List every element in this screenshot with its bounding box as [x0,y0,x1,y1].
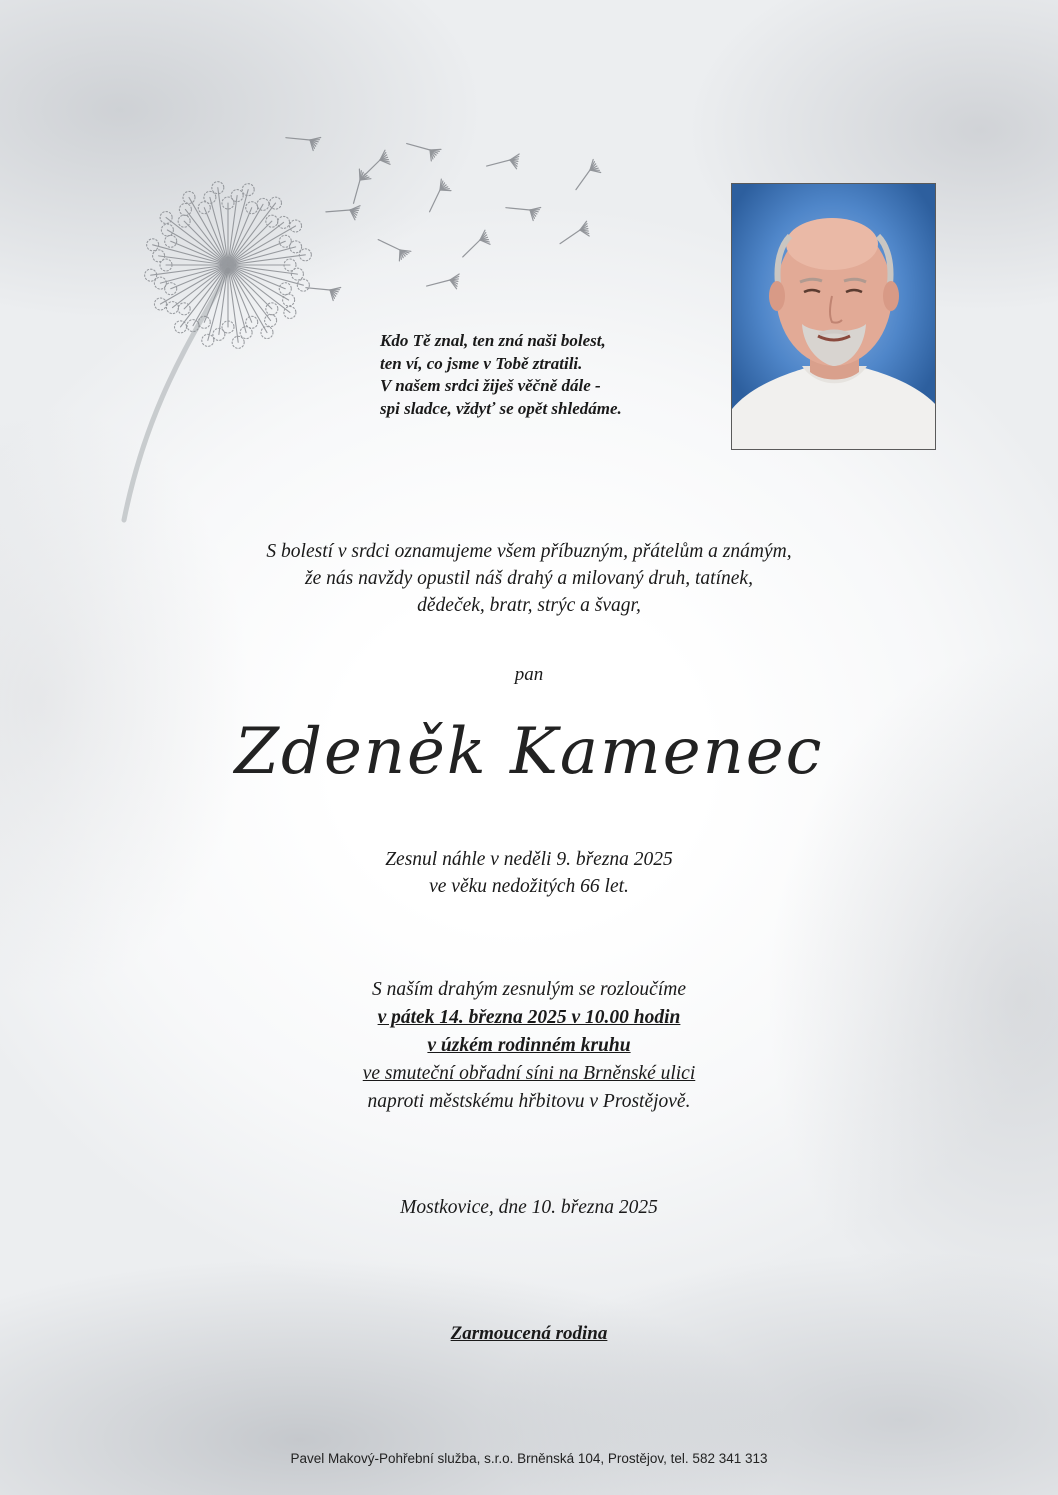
death-line: ve věku nedožitých 66 let. [429,876,629,897]
death-info [0,846,1058,900]
ceremony-location: naproti městskému hřbitovu v Prostějově. [367,1091,691,1112]
funeral-service-footer: Pavel Makový-Pohřební služba, s.r.o. Brněnská 104, Prostějov, tel. 582 341 313 [290,1451,768,1466]
portrait-photo [731,183,936,450]
intro-line: S bolestí v srdci oznamujeme všem příbuzným, přátelům a známým, [266,541,792,562]
ceremony-info [0,976,1058,1116]
intro-line: že nás navždy opustil náš drahý a milovaný druh, tatínek, [305,568,753,589]
poem-line: spi sladce, vždyť se opět shledáme. [380,398,622,418]
ceremony-venue: ve smuteční obřadní síni na Brněnské ulici [362,1063,696,1084]
ceremony-datetime: v pátek 14. března 2025 v 10.00 hodin [377,1007,681,1028]
poem-line: Kdo Tě znal, ten zná naši bolest, [380,331,606,350]
ceremony-privacy: v úzkém rodinném kruhu [427,1035,631,1056]
signature: Zarmoucená rodina [450,1323,608,1344]
poem-line: V našem srdci žiješ věčně dále - [380,376,601,395]
poem [380,330,710,420]
announcement-intro [0,538,1058,619]
ceremony-line: S naším drahým zesnulým se rozloučíme [372,979,686,1000]
place-date: Mostkovice, dne 10. března 2025 [400,1197,658,1218]
death-line: Zesnul náhle v neděli 9. března 2025 [385,849,673,870]
deceased-name: Zdeněk Kamenec [234,715,824,789]
poem-line: ten ví, co jsme v Tobě ztratili. [380,353,583,373]
intro-line: dědeček, bratr, strýc a švagr, [417,595,641,616]
honorific-title: pan [514,664,544,685]
